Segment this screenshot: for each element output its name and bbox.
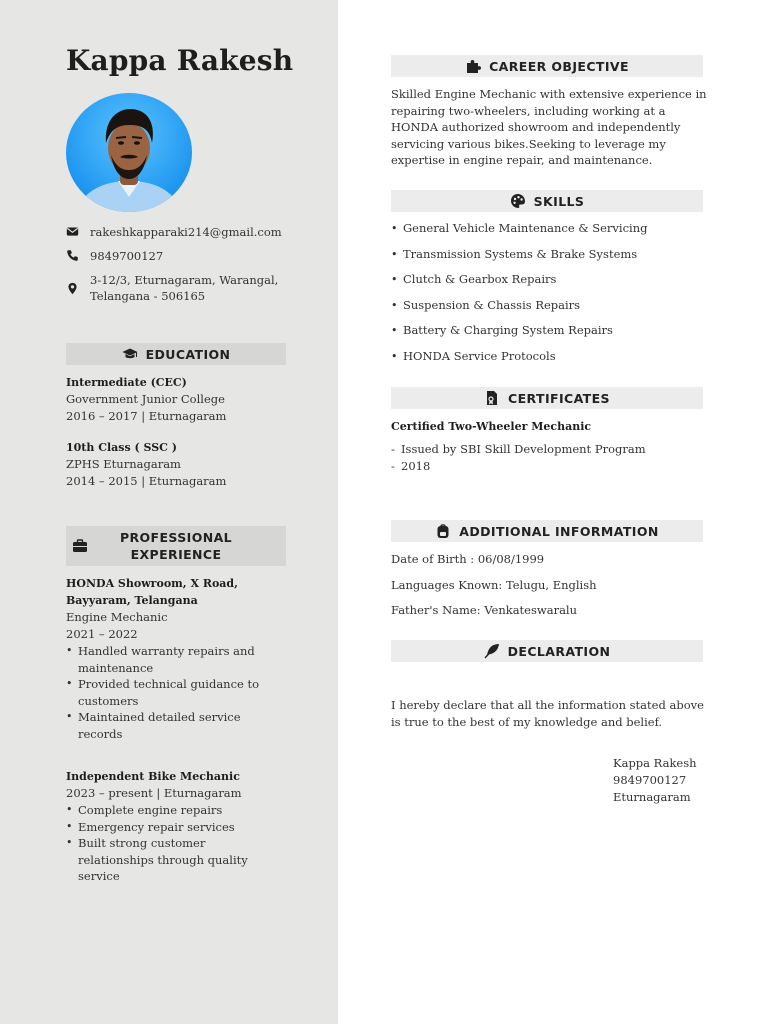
declaration-heading [391, 640, 703, 662]
skills-heading [391, 190, 703, 212]
skill-item: • Clutch & Gearbox Repairs [391, 267, 709, 293]
job-point: • Emergency repair services [66, 819, 281, 836]
signature-place: Eturnagaram [613, 790, 691, 804]
education-school: ZPHS Eturnagaram [66, 457, 181, 471]
additional-title: ADDITIONAL INFORMATION [459, 523, 659, 539]
education-item-1 [66, 374, 296, 425]
contact-address [66, 272, 296, 304]
phone-text: 9849700127 [90, 249, 164, 263]
profile-photo [66, 93, 192, 212]
certificate-icon [484, 390, 500, 406]
graduation-cap-icon [122, 346, 138, 362]
experience-title [120, 529, 232, 563]
skill-item: • Battery & Charging System Repairs [391, 318, 709, 344]
additional-info [391, 551, 709, 619]
signature-phone: 9849700127 [613, 773, 687, 787]
date-of-birth: Date of Birth : 06/08/1999 [391, 552, 545, 566]
job-employer-line-1: Independent Bike Mechanic [66, 770, 240, 783]
phone-icon [66, 249, 80, 263]
job-point: • Handled warranty repairs and maintenance [66, 643, 281, 676]
education-title: EDUCATION [145, 346, 231, 362]
briefcase-icon [72, 538, 88, 554]
certificate-point: - Issued by SBI Skill Development Program [391, 441, 709, 458]
job-period: 2021 – 2022 [66, 627, 138, 641]
education-degree: Intermediate (CEC) [66, 376, 187, 389]
job-period: 2023 – present | Eturnagaram [66, 786, 242, 800]
skills-list-wrap [391, 216, 709, 370]
email-text: rakeshkapparaki214@gmail.com [90, 225, 282, 239]
career-heading [391, 55, 703, 77]
certificate-name: Certified Two-Wheeler Mechanic [391, 420, 592, 433]
skills-title: SKILLS [533, 193, 585, 209]
candidate-name: Kappa Rakesh [66, 44, 294, 77]
contact-phone [66, 248, 296, 264]
main-content [338, 0, 768, 1024]
address-line-2: Telangana - 506165 [90, 289, 206, 303]
experience-job-2 [66, 768, 281, 885]
fathers-name: Father's Name: Venkateswaralu [391, 603, 578, 617]
job-point: • Maintained detailed service records [66, 709, 281, 742]
location-pin-icon [66, 282, 80, 296]
backpack-icon [435, 523, 451, 539]
skills-list [391, 216, 709, 370]
skill-item: • HONDA Service Protocols [391, 344, 709, 370]
contact-email [66, 224, 296, 240]
signature-name: Kappa Rakesh [613, 756, 697, 770]
experience-title-line-1: PROFESSIONAL [119, 530, 233, 545]
education-item-2 [66, 439, 296, 490]
job-role: Engine Mechanic [66, 610, 168, 624]
declaration-title: DECLARATION [507, 643, 611, 659]
education-period: 2016 – 2017 | Eturnagaram [66, 409, 227, 423]
languages-known: Languages Known: Telugu, English [391, 577, 597, 592]
skill-item: • Transmission Systems & Brake Systems [391, 242, 709, 268]
declaration-text: I hereby declare that all the information stated above is true to the best of my knowledge and belief. [391, 698, 704, 729]
job-point: • Built strong customer relationships through quality service [66, 835, 281, 885]
feather-icon [484, 643, 500, 659]
experience-title-line-2: EXPERIENCE [130, 547, 222, 562]
certificate-point: - 2018 [391, 458, 709, 475]
job-points [66, 643, 281, 742]
career-title: CAREER OBJECTIVE [489, 58, 629, 74]
skill-item: • Suspension & Chassis Repairs [391, 293, 709, 319]
palette-icon [510, 193, 526, 209]
skill-item: • General Vehicle Maintenance & Servicing [391, 216, 709, 242]
address-line-1: 3-12/3, Eturnagaram, Warangal, [90, 273, 279, 287]
experience-job-1 [66, 575, 281, 742]
education-heading [66, 343, 286, 365]
envelope-icon [66, 225, 80, 239]
certificate-item [391, 418, 709, 474]
education-degree: 10th Class ( SSC ) [66, 441, 177, 454]
education-school: Government Junior College [66, 392, 225, 406]
career-text: Skilled Engine Mechanic with extensive experience in repairing two-wheelers, including working at a HONDA authorized showroom and independently servicing various bikes.Seeking to leverage my expertise in engine repair, and maintenance. [391, 87, 707, 167]
certificates-title: CERTIFICATES [508, 390, 610, 406]
education-period: 2014 – 2015 | Eturnagaram [66, 474, 227, 488]
puzzle-icon [465, 58, 481, 74]
address-text [90, 272, 278, 304]
left-sidebar [0, 0, 338, 1024]
job-point: • Provided technical guidance to customers [66, 676, 281, 709]
additional-heading [391, 520, 703, 542]
certificate-points [391, 441, 709, 474]
signature-block [613, 755, 713, 806]
job-points [66, 802, 281, 885]
job-employer-line-2: Bayyaram, Telangana [66, 594, 198, 607]
certificates-heading [391, 387, 703, 409]
job-point: • Complete engine repairs [66, 802, 281, 819]
experience-heading [66, 526, 286, 566]
job-employer-line-1: HONDA Showroom, X Road, [66, 577, 238, 590]
